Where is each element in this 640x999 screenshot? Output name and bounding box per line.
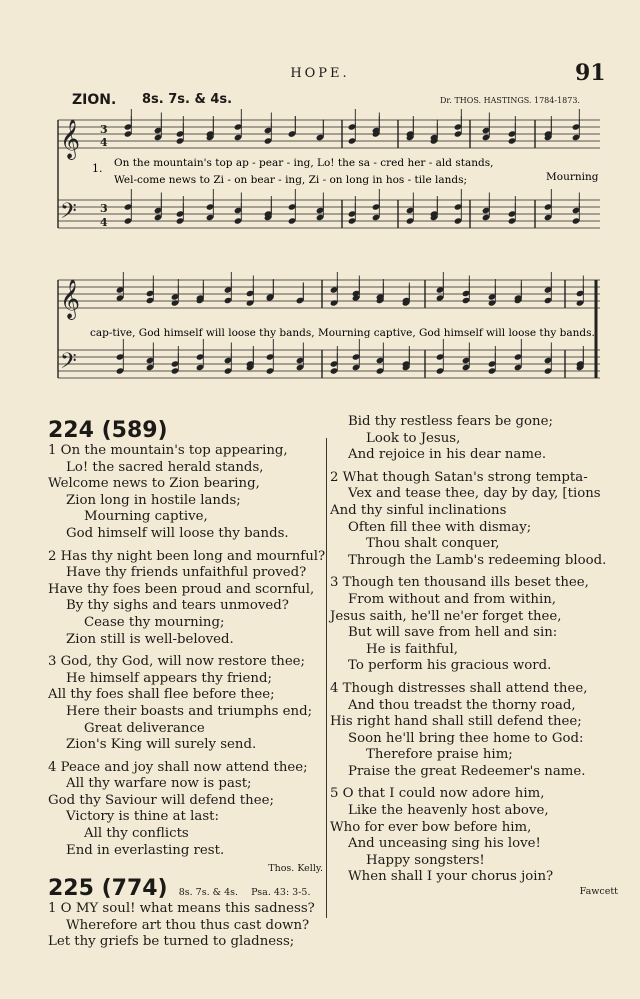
clefs — [60, 119, 108, 379]
music-score — [0, 0, 640, 410]
hymn-line: From without and from within, — [348, 591, 557, 607]
hymn-line: When shall I your chorus join? — [348, 869, 554, 885]
composer: Dr. THOS. HASTINGS. 1784-1873. — [440, 96, 580, 105]
hymn-line: All thy foes shall flee before thee; — [48, 687, 275, 703]
hymn-line: 4 Peace and joy shall now attend thee; — [48, 759, 308, 775]
hymn-line: Wherefore art thou thus cast down? — [66, 917, 310, 933]
hymn-line: Lo! the sacred herald stands, — [66, 459, 264, 475]
hymn-line: By thy sighs and tears unmoved? — [66, 598, 289, 614]
music-lyric-line3: cap-tive, God himself will loose thy bands, Mourning captive, God himself will loose thy bands. — [90, 327, 595, 339]
hymn-line: Cease thy mourning; — [84, 614, 225, 630]
hymn-line: 1 On the mountain's top appearing, — [48, 443, 288, 458]
hymn-line: Soon he'll bring thee home to God: — [348, 730, 584, 746]
svg-text:𝄢: 𝄢 — [60, 199, 77, 229]
hymn-line: All thy warfare now is past; — [66, 776, 252, 792]
svg-text:4: 4 — [100, 136, 108, 149]
hymn-line: Vex and tease thee, day by day, [tions — [348, 486, 601, 502]
hymn-line: His right hand shall still defend thee; — [330, 714, 582, 730]
hymn-line: He is faithful, — [366, 641, 458, 657]
svg-text:𝄢: 𝄢 — [60, 349, 77, 379]
hymn-line: 5 O that I could now adore him, — [330, 786, 545, 802]
hymn-number-225: 225 (774) — [48, 876, 168, 902]
hymn-225-scripture: Psa. 43: 3-5. — [251, 887, 311, 899]
running-title: HOPE. — [290, 66, 350, 81]
music-lyric-line1: On the mountain's top ap - pear - ing, Lo! the sa - cred her - ald stands, — [114, 157, 494, 169]
svg-text:𝄞: 𝄞 — [60, 279, 81, 319]
hymn-line: Zion long in hostile lands; — [66, 492, 241, 508]
hymn-line: Through the Lamb's redeeming blood. — [348, 552, 607, 568]
hymn-line: Let thy griefs be turned to gladness; — [48, 934, 295, 950]
svg-text:3: 3 — [100, 123, 108, 136]
music-lyric-side: Mourning — [546, 171, 599, 183]
hymn-line: Like the heavenly host above, — [348, 803, 549, 819]
tune-meter: 8s. 7s. & 4s. — [142, 92, 233, 107]
hymn-line: Zion's King will surely send. — [66, 737, 257, 753]
hymn-225-continued — [330, 414, 630, 898]
tune-name: ZION. — [72, 92, 117, 108]
hymn-line: Who for ever bow before him, — [330, 819, 532, 835]
hymn-line: Look to Jesus, — [366, 430, 461, 446]
hymn-line: But will save from hell and sin: — [348, 625, 558, 641]
hymn-224-verses — [48, 443, 333, 859]
hymn-line: Thou shalt conquer, — [366, 536, 500, 552]
hymn-line: God thy Saviour will defend thee; — [48, 792, 274, 808]
hymn-225-verse1-start — [48, 901, 333, 951]
music-lyric-line2: Wel-come news to Zi - on bear - ing, Zi - on long in hos - tile lands; — [114, 174, 468, 186]
hymn-line: Welcome news to Zion bearing, — [48, 476, 260, 492]
hymn-line: 3 God, thy God, will now restore thee; — [48, 654, 306, 670]
hymn-line: 1 O MY soul! what means this sadness? — [48, 901, 315, 917]
hymn-line: Often fill thee with dismay; — [348, 519, 532, 535]
hymn-line: And rejoice in his dear name. — [348, 447, 547, 463]
hymn-line: He himself appears thy friend; — [66, 670, 272, 686]
hymn-line: And unceasing sing his love! — [348, 836, 541, 852]
hymn-line: To perform his gracious word. — [348, 658, 552, 674]
svg-text:3: 3 — [100, 202, 108, 215]
hymn-line: Have thy friends unfaithful proved? — [66, 565, 307, 581]
hymn-line: And thou treadst the thorny road, — [348, 697, 576, 713]
hymn-225-verses — [330, 414, 630, 886]
hymn-line: Mourning captive, — [84, 509, 208, 525]
hymn-line: Jesus saith, he'll ne'er forget thee, — [330, 608, 562, 624]
hymn-line: All thy conflicts — [84, 826, 189, 842]
hymn-line: Victory is thine at last: — [66, 809, 219, 825]
column-divider — [326, 438, 327, 918]
hymn-224 — [48, 418, 333, 951]
hymn-line: Zion still is well-beloved. — [66, 631, 234, 647]
hymn-line: 2 Has thy night been long and mournful? — [48, 548, 326, 564]
hymn-line: Great deliverance — [84, 720, 205, 736]
hymn-line: God himself will loose thy bands. — [66, 525, 289, 541]
hymn-line: 3 Though ten thousand ills beset thee, — [330, 575, 589, 591]
hymn-225-heading — [48, 876, 333, 901]
author-fawcett: Fawcett — [579, 886, 618, 898]
verse-number-music: 1. — [92, 162, 103, 175]
hymn-number-224: 224 (589) — [48, 418, 168, 443]
svg-text:4: 4 — [100, 216, 108, 229]
hymn-line: 2 What though Satan's strong tempta- — [330, 469, 588, 485]
hymn-line: End in everlasting rest. — [66, 842, 225, 858]
hymn-line: Bid thy restless fears be gone; — [348, 414, 553, 429]
hymn-225-meter: 8s. 7s. & 4s. — [178, 887, 239, 899]
hymn-line: Here their boasts and triumphs end; — [66, 703, 313, 719]
hymn-line: 4 Though distresses shall attend thee, — [330, 680, 588, 696]
hymn-line: And thy sinful inclinations — [330, 502, 507, 518]
hymn-line: Happy songsters! — [366, 852, 485, 868]
hymn-line: Have thy foes been proud and scornful, — [48, 581, 315, 597]
hymn-line: Praise the great Redeemer's name. — [348, 763, 586, 779]
page-number: 91 — [575, 60, 606, 86]
hymn-line: Therefore praise him; — [366, 747, 513, 763]
svg-text:𝄞: 𝄞 — [60, 119, 81, 159]
author-kelly: Thos. Kelly. — [268, 863, 323, 875]
